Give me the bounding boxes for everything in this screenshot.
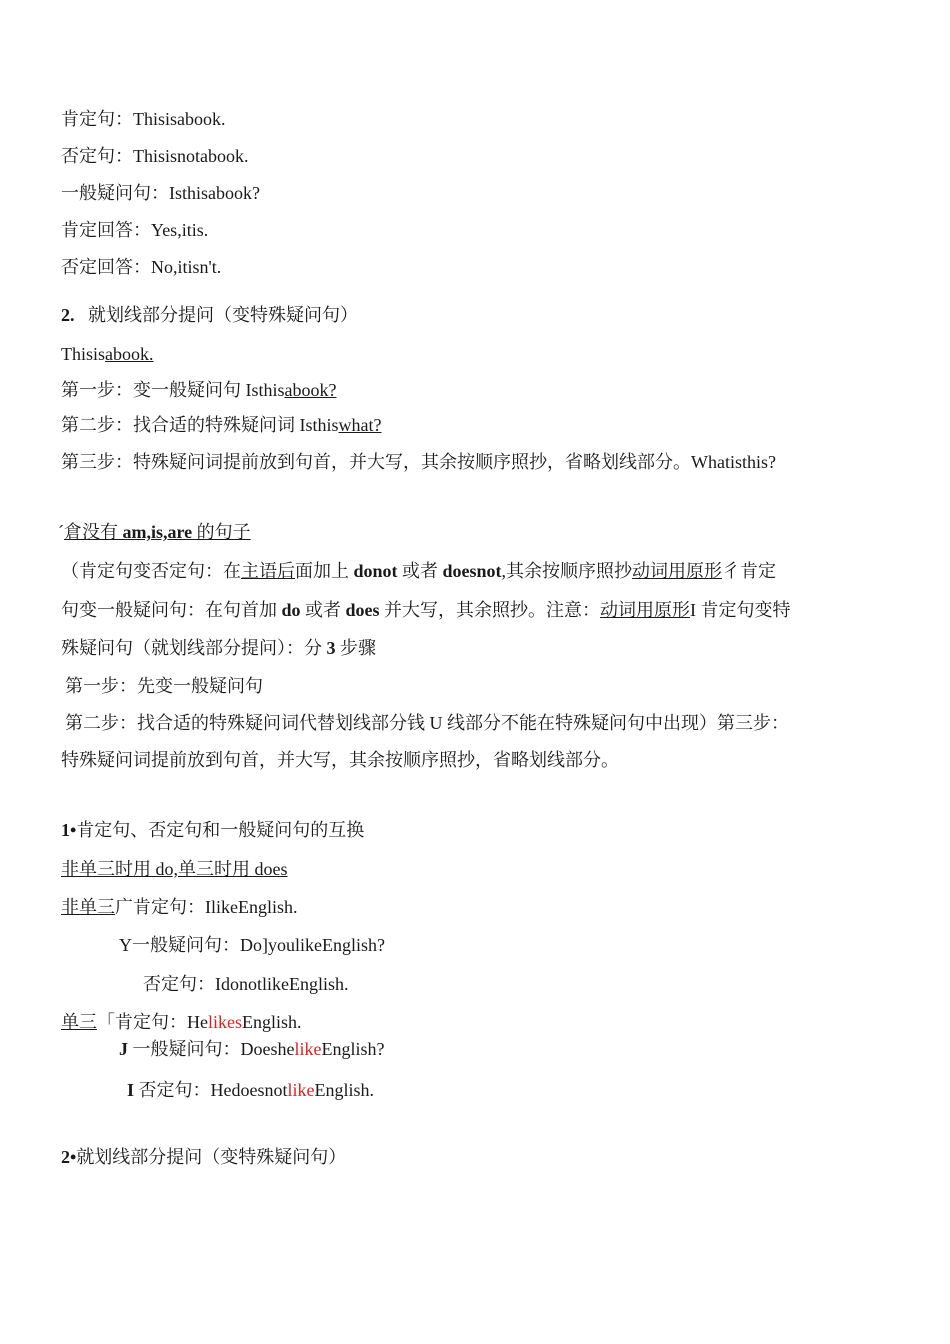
- p3-bold: 3: [326, 638, 336, 658]
- heading-number: 2•: [61, 1147, 77, 1167]
- paragraph-line-2: [61, 598, 791, 622]
- negative-sentence: 否定句：Thisisnotabook.: [61, 146, 249, 166]
- title-part-2: 的句子: [192, 522, 251, 542]
- affirmative-sentence: 肯定句：Thisisabook.: [61, 109, 226, 129]
- step-2: [61, 413, 382, 437]
- p1-text-b: 面加上: [295, 561, 354, 581]
- third-affirmative: [61, 1010, 302, 1034]
- section3-step-2: 第二步：找合适的特殊疑问词代替划线部分钱 U 线部分不能在特殊疑问句中出现）第三步：: [65, 713, 789, 733]
- third-affirmative-end: English.: [242, 1012, 302, 1032]
- title-part-1: 倉没有: [64, 522, 123, 542]
- heading-number: 1•: [61, 820, 77, 840]
- step-1-text: 第一步：变一般疑问句 Isthis: [61, 380, 285, 400]
- p1-bold-1: donot: [353, 561, 398, 581]
- example-text: Thisis: [61, 344, 106, 364]
- p2-bold-1: do: [281, 600, 301, 620]
- section-heading-1b: [61, 818, 364, 842]
- section3-step-3: 特殊疑问词提前放到句首，并大写，其余按顺序照抄，省略划线部分。: [61, 750, 619, 770]
- p3-text-b: 步骤: [335, 638, 376, 658]
- p1-text-e: 彳肯定: [722, 561, 777, 581]
- third-label: 单三: [61, 1012, 97, 1032]
- paragraph-line-1: [61, 559, 776, 583]
- p1-text-c: 或者: [397, 561, 443, 581]
- p2-text-b: 或者: [300, 600, 346, 620]
- p1-underlined-2: 动词用原形: [632, 561, 723, 581]
- p1-text-a: （肯定句变否定句：在: [61, 561, 241, 581]
- non-third-question: Y一般疑问句：Do]youlikeEnglish?: [119, 935, 385, 955]
- example-underlined: abook.: [105, 344, 154, 364]
- highlight-verb: like: [294, 1039, 322, 1059]
- section-heading-2: [61, 303, 358, 327]
- section-title-no-be: [58, 520, 251, 544]
- third-question: [119, 1037, 384, 1061]
- non-third-affirmative-text: 广肯定句：IlikeEnglish.: [115, 897, 298, 917]
- bracket-mark: I: [127, 1080, 135, 1100]
- p2-underlined: 动词用原形: [600, 600, 691, 620]
- heading-text: 就划线部分提问（变特殊疑问句）: [88, 305, 358, 325]
- p2-text-c: 并大写，其余照抄。注意：: [379, 600, 601, 620]
- p3-text-a: 殊疑问句（就划线部分提问）：分: [61, 638, 327, 658]
- section-heading-2b: [61, 1145, 346, 1169]
- third-question-text: 一般疑问句：Doeshe: [128, 1039, 295, 1059]
- p1-underlined-1: 主语后: [241, 561, 295, 581]
- paragraph-line-3: [61, 636, 376, 660]
- non-third-affirmative: [61, 895, 298, 919]
- step-2-text: 第二步：找合适的特殊疑问词 Isthis: [61, 415, 339, 435]
- highlight-verb: likes: [208, 1012, 242, 1032]
- third-negative-text: 否定句：Hedoesnot: [134, 1080, 288, 1100]
- third-affirmative-text: 「肯定句：He: [97, 1012, 208, 1032]
- step-2-underlined: what?: [338, 415, 382, 435]
- third-negative: [127, 1078, 374, 1102]
- do-does-rule: 非单三时用 do,单三时用 does: [61, 859, 288, 879]
- heading-text: 就划线部分提问（变特殊疑问句）: [76, 1147, 347, 1167]
- bracket-mark: J: [119, 1039, 128, 1059]
- p1-bold-2: doesnot: [442, 561, 502, 581]
- third-negative-end: English.: [314, 1080, 375, 1100]
- step-1: [61, 378, 337, 402]
- heading-number: 2.: [61, 305, 75, 325]
- p1-text-d: ,其余按顺序照抄: [501, 561, 633, 581]
- title-mark: ´: [58, 522, 64, 542]
- p2-bold-2: does: [345, 600, 380, 620]
- p2-text-d: I 肯定句变特: [690, 600, 791, 620]
- non-third-label: 非单三: [61, 897, 115, 917]
- yes-answer: 肯定回答：Yes,itis.: [61, 220, 209, 240]
- heading-text: 肯定句、否定句和一般疑问句的互换: [76, 820, 365, 840]
- question-sentence: 一般疑问句：Isthisabook?: [61, 183, 260, 203]
- title-underlined: [64, 522, 251, 542]
- p2-text-a: 句变一般疑问句：在句首加: [61, 600, 282, 620]
- step-1-underlined: abook?: [284, 380, 337, 400]
- no-answer: 否定回答：No,itisn't.: [61, 257, 222, 277]
- highlight-verb: like: [287, 1080, 315, 1100]
- step-3: 第三步：特殊疑问词提前放到句首，并大写，其余按顺序照抄，省略划线部分。Whatisthis?: [61, 452, 776, 472]
- third-question-end: English?: [321, 1039, 385, 1059]
- example-sentence: [61, 342, 154, 366]
- title-bold: am,is,are: [122, 522, 193, 542]
- non-third-negative: 否定句：IdonotlikeEnglish.: [143, 974, 349, 994]
- section3-step-1: 第一步：先变一般疑问句: [65, 676, 263, 696]
